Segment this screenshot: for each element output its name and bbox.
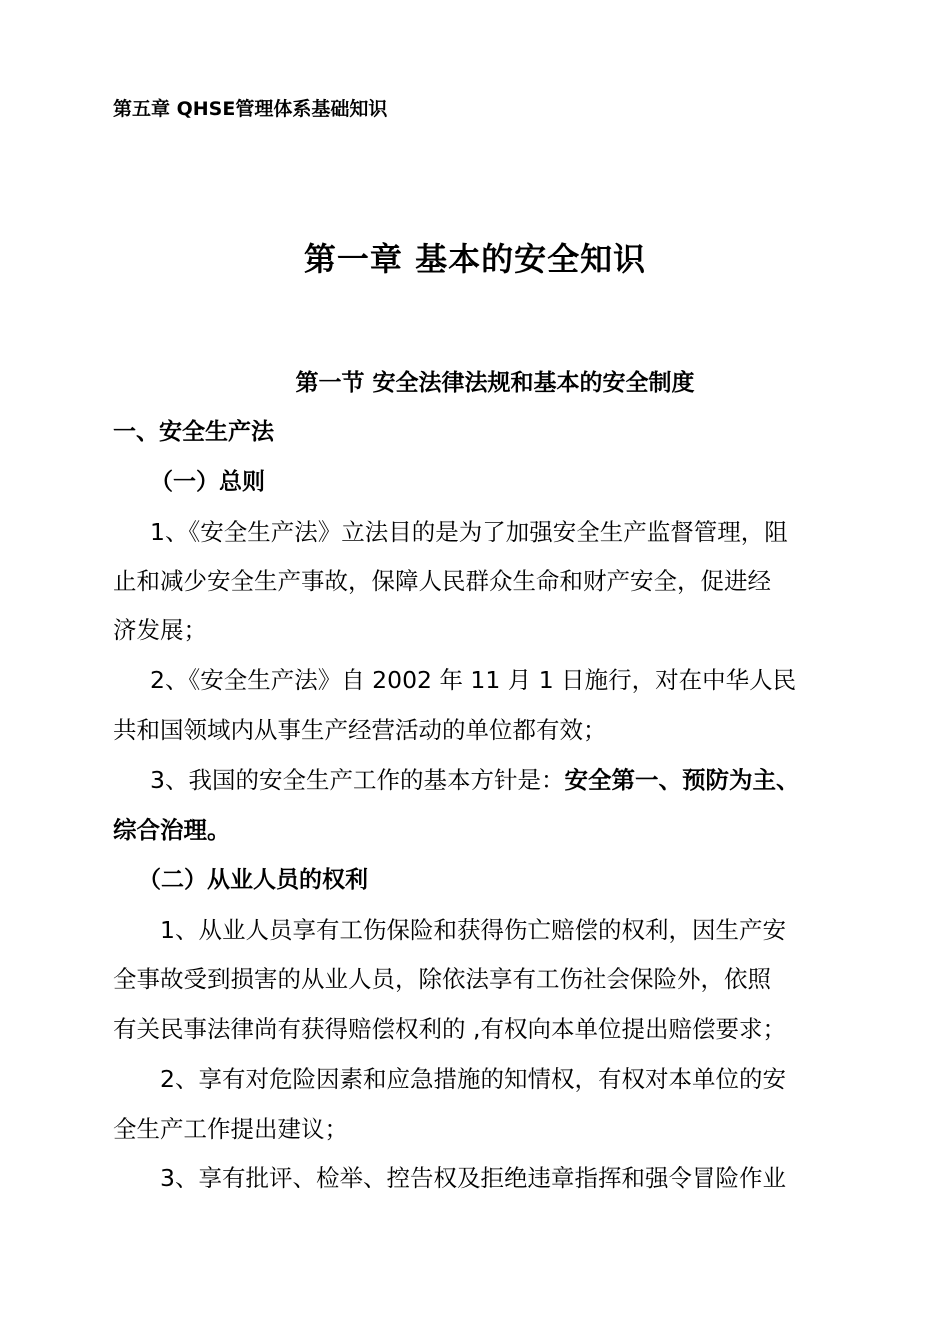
paragraph-line: 1、从业人员享有工伤保险和获得伤亡赔偿的权利，因生产安 <box>160 916 786 944</box>
paragraph-line: 共和国领域内从事生产经营活动的单位都有效； <box>113 716 607 744</box>
heading-safety-production-law: 一、安全生产法 <box>113 419 274 445</box>
paragraph-line: 全生产工作提出建议； <box>113 1115 348 1143</box>
paragraph-line: 1、《安全生产法》立法目的是为了加强安全生产监督管理，阻 <box>150 518 788 546</box>
policy-emphasis: 安全第一、预防为主、 <box>564 766 800 794</box>
paragraph-line: 2、享有对危险因素和应急措施的知情权，有权对本单位的安 <box>160 1065 786 1093</box>
policy-emphasis-end: 综合治理。 <box>113 816 231 844</box>
chapter-reference-header: 第五章 QHSE管理体系基础知识 <box>113 98 388 120</box>
paragraph-line: 全事故受到损害的从业人员，除依法享有工伤社会保险外，依照 <box>113 965 771 993</box>
paragraph-line-policy <box>150 761 799 795</box>
section-title: 第一节 安全法律法规和基本的安全制度 <box>295 370 695 396</box>
paragraph-line: 济发展； <box>113 616 207 644</box>
paragraph-line <box>113 811 231 845</box>
paragraph-line: 止和减少安全生产事故，保障人民群众生命和财产安全，促进经 <box>113 567 771 595</box>
paragraph-line: 3、享有批评、检举、控告权及拒绝违章指挥和强令冒险作业 <box>160 1164 786 1192</box>
paragraph-line: 有关民事法律尚有获得赔偿权利的 ,有权向本单位提出赔偿要求； <box>113 1015 786 1043</box>
paragraph-line: 2、《安全生产法》自 2002 年 11 月 1 日施行，对在中华人民 <box>150 666 797 694</box>
policy-prefix: 3、我国的安全生产工作的基本方针是： <box>150 766 565 794</box>
subheading-worker-rights: （二）从业人员的权利 <box>138 867 368 893</box>
subheading-general-provisions: （一）总则 <box>150 469 265 495</box>
chapter-title: 第一章 基本的安全知识 <box>303 240 647 278</box>
